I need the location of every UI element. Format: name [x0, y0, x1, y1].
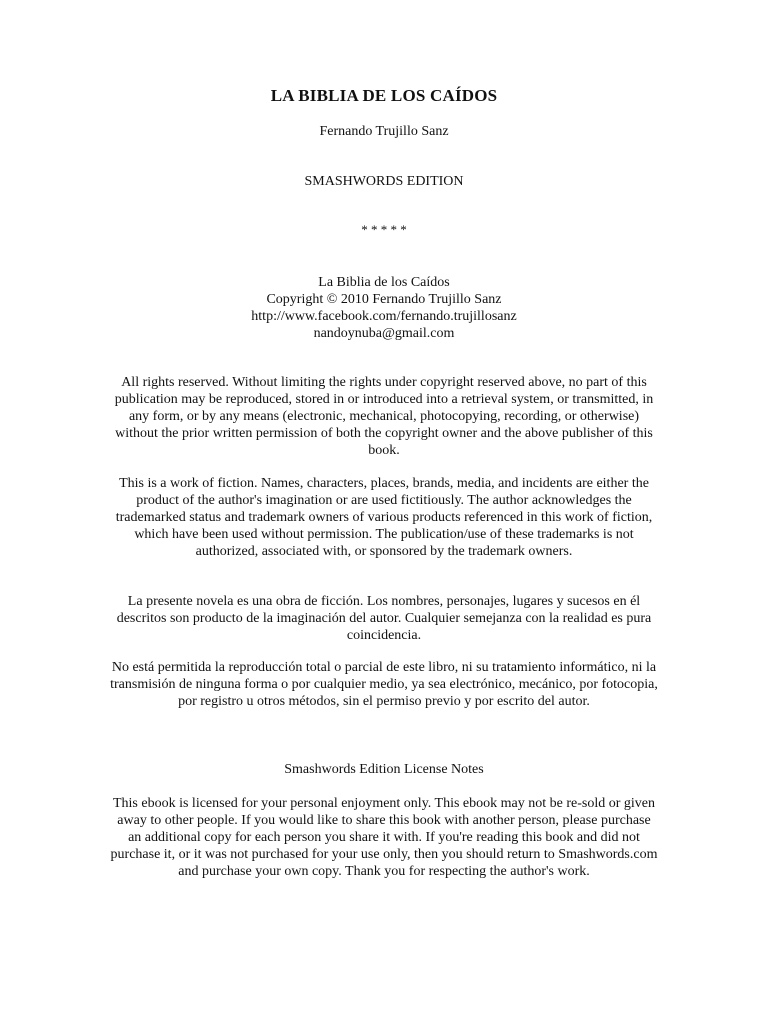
- author-url: http://www.facebook.com/fernando.trujillosanz: [251, 309, 517, 324]
- rights-paragraph: All rights reserved. Without limiting the rights under copyright reserved above, no part of this publication may be reproduced, stored in or introduced into a retrieval system, or transmitted, in any form, or by any means (electronic, mechanical, photocopying, recording, or otherwise) without the prior written permission of both the copyright owner and the above publisher of this book.: [114, 375, 654, 458]
- license-heading: Smashwords Edition License Notes: [284, 762, 484, 777]
- author-email: nandoynuba@gmail.com: [313, 326, 455, 341]
- copyright-line: Copyright © 2010 Fernando Trujillo Sanz: [266, 292, 502, 307]
- edition-label: SMASHWORDS EDITION: [304, 174, 464, 189]
- license-paragraph: This ebook is licensed for your personal enjoyment only. This ebook may not be re-sold or given away to other people. If you would like to share this book with another person, please purchase an additional copy for each person you share it with. If you're reading this book and did not purchase it, or it was not purchased for your use only, then you should return to Smashwords.com and purchase your own copy. Thank you for respecting the author's work.: [110, 796, 658, 879]
- reproduccion-paragraph-es: No está permitida la reproducción total o parcial de este libro, ni su tratamiento informático, ni la transmisión de ninguna forma o por cualquier medio, ya sea electrónico, mecánico, por fotocopia, por registro u otros métodos, sin el permiso previo y por escrito del autor.: [110, 660, 658, 709]
- book-title: LA BIBLIA DE LOS CAÍDOS: [270, 86, 498, 105]
- section-separator: * * * * *: [361, 222, 407, 237]
- ficcion-paragraph-es: La presente novela es una obra de ficción. Los nombres, personajes, lugares y sucesos en él descritos son producto de la imaginación del autor. Cualquier semejanza con la realidad es pura coincidencia.: [116, 594, 652, 643]
- book-name: La Biblia de los Caídos: [318, 275, 450, 290]
- fiction-paragraph: This is a work of fiction. Names, characters, places, brands, media, and incidents are either the product of the author's imagination or are used fictitiously. The author acknowledges the trademarked status and trademark owners of various products referenced in this work of fiction, which have been used without permission. The publication/use of these trademarks is not authorized, associated with, or sponsored by the trademark owners.: [115, 476, 653, 559]
- author-name: Fernando Trujillo Sanz: [319, 124, 449, 139]
- copyright-block: [0, 274, 768, 342]
